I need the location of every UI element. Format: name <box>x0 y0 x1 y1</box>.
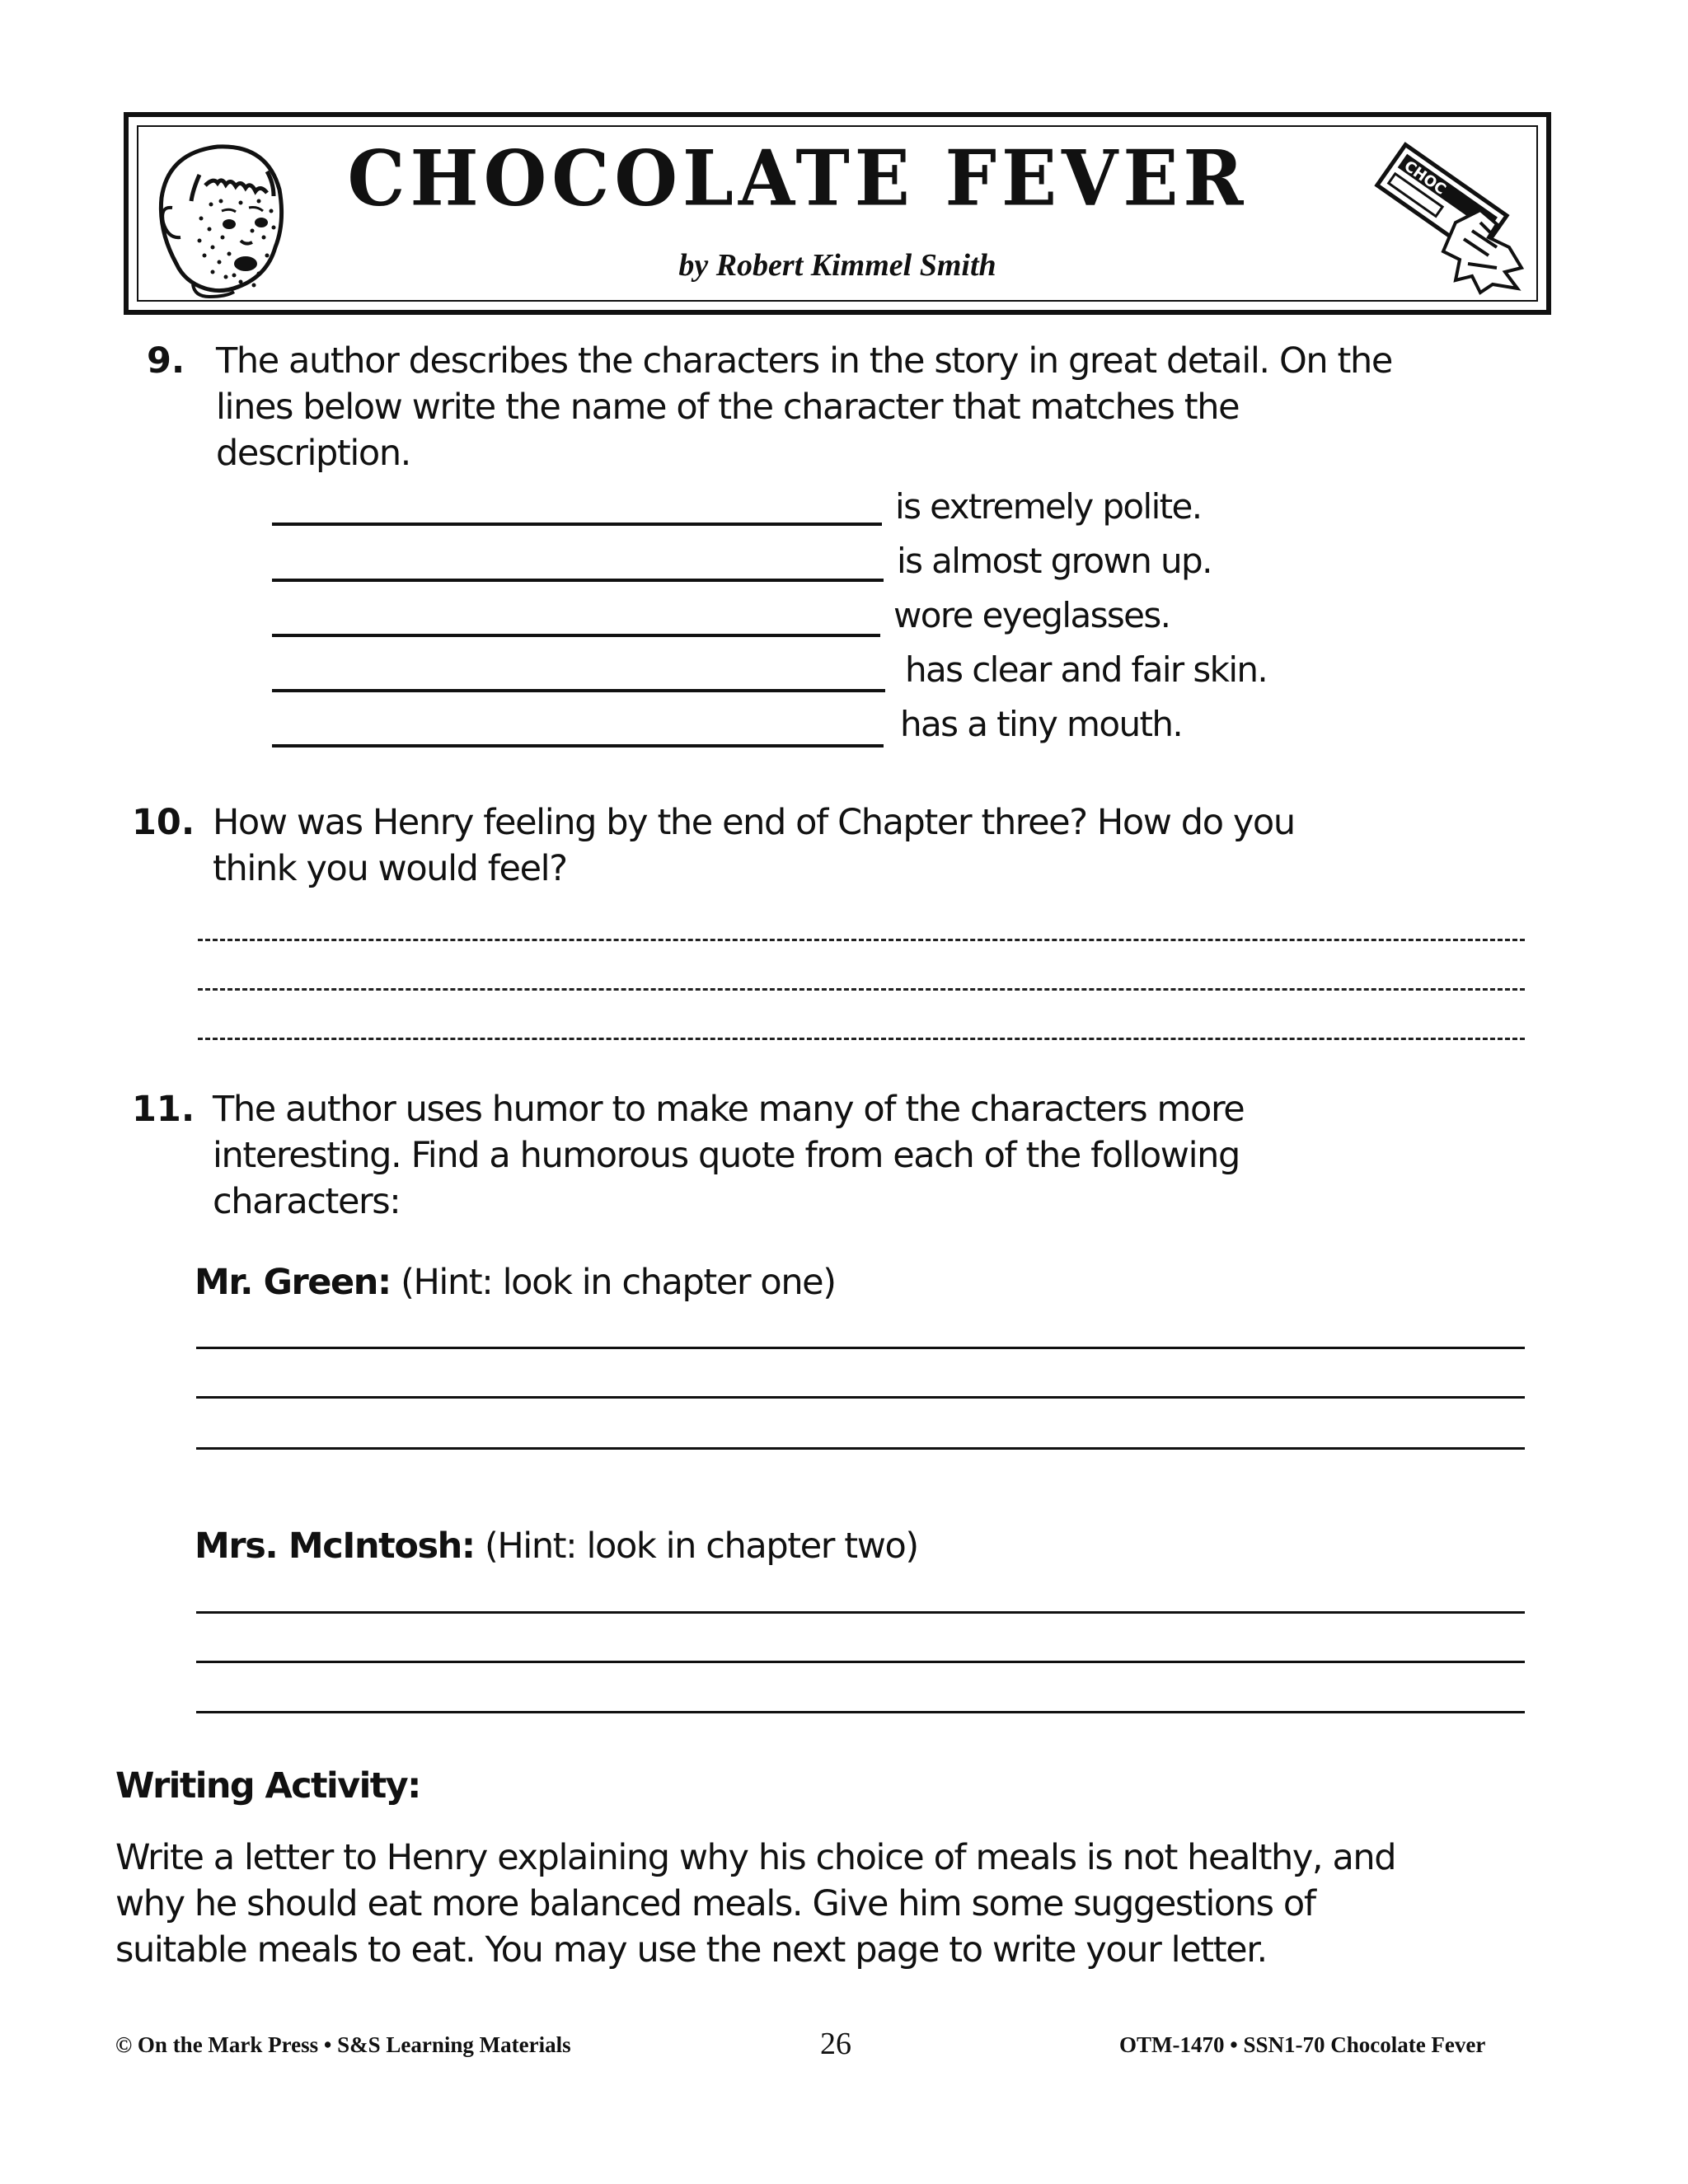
mr-green-prompt <box>195 1259 836 1305</box>
writing-activity-line-1: Write a letter to Henry explaining why his choice of meals is not healthy, and <box>115 1837 1396 1878</box>
footer-copyright: © On the Mark Press • S&S Learning Materials <box>115 2032 571 2057</box>
character-name-blank-1[interactable] <box>272 523 882 526</box>
question-9-line-2: lines below write the name of the character that matches the <box>216 387 1240 428</box>
mr-green-answer-line-3[interactable] <box>196 1447 1525 1450</box>
question-9-line-1: The author describes the characters in the story in great detail. On the <box>216 340 1392 382</box>
mrs-mcintosh-prompt <box>195 1523 918 1569</box>
question-10-text <box>213 799 1548 892</box>
character-name-blank-2[interactable] <box>272 579 884 582</box>
question-11-number: 11. <box>132 1089 195 1130</box>
mrs-mcintosh-answer-line-3[interactable] <box>196 1711 1525 1713</box>
page-number: 26 <box>820 2027 851 2061</box>
description-5: has a tiny mouth. <box>900 704 1183 744</box>
mr-green-label: Mr. Green: <box>195 1262 391 1303</box>
mr-green-hint: (Hint: look in chapter one) <box>401 1262 836 1303</box>
question-10-line-1: How was Henry feeling by the end of Chapter three? How do you <box>213 802 1295 843</box>
answer-dashed-line-2[interactable] <box>198 988 1525 991</box>
question-9-text <box>216 338 1551 476</box>
question-9-line-3: description. <box>216 433 410 474</box>
svg-text:CHOC: CHOC <box>1400 157 1450 199</box>
mr-green-answer-line-1[interactable] <box>196 1347 1525 1349</box>
title-banner-inner-border <box>137 125 1538 302</box>
chocolate-bar-icon <box>1357 132 1546 302</box>
question-11-line-2: interesting. Find a humorous quote from each of the following <box>213 1135 1240 1176</box>
character-name-blank-4[interactable] <box>272 689 885 692</box>
question-11-line-1: The author uses humor to make many of the characters more <box>213 1089 1245 1130</box>
description-4: has clear and fair skin. <box>905 649 1268 690</box>
mrs-mcintosh-label: Mrs. McIntosh: <box>195 1526 475 1567</box>
answer-dashed-line-3[interactable] <box>198 1038 1525 1040</box>
mrs-mcintosh-answer-line-2[interactable] <box>196 1661 1525 1663</box>
description-3: wore eyeglasses. <box>893 595 1170 635</box>
question-11-line-3: characters: <box>213 1181 401 1222</box>
description-2: is almost grown up. <box>897 541 1212 581</box>
description-1: is extremely polite. <box>895 486 1202 527</box>
writing-activity-text <box>115 1835 1566 1973</box>
question-10-number: 10. <box>132 802 195 843</box>
footer-catalog-id: OTM-1470 • SSN1-70 Chocolate Fever <box>1119 2032 1486 2057</box>
mr-green-answer-line-2[interactable] <box>196 1396 1525 1399</box>
mrs-mcintosh-answer-line-1[interactable] <box>196 1611 1525 1614</box>
page-title: CHOCOLATE FEVER <box>347 133 1249 223</box>
author-byline: by Robert Kimmel Smith <box>678 248 996 283</box>
writing-activity-heading: Writing Activity: <box>115 1765 420 1807</box>
question-10-line-2: think you would feel? <box>213 848 567 889</box>
question-9-number: 9. <box>147 340 185 382</box>
character-name-blank-5[interactable] <box>272 744 884 748</box>
answer-dashed-line-1[interactable] <box>198 939 1525 941</box>
mrs-mcintosh-hint: (Hint: look in chapter two) <box>484 1526 918 1567</box>
writing-activity-line-3: suitable meals to eat. You may use the next page to write your letter. <box>115 1929 1267 1971</box>
title-banner <box>124 112 1551 315</box>
question-11-text <box>213 1086 1548 1225</box>
character-name-blank-3[interactable] <box>272 634 880 637</box>
writing-activity-line-2: why he should eat more balanced meals. Give him some suggestions of <box>115 1883 1315 1924</box>
